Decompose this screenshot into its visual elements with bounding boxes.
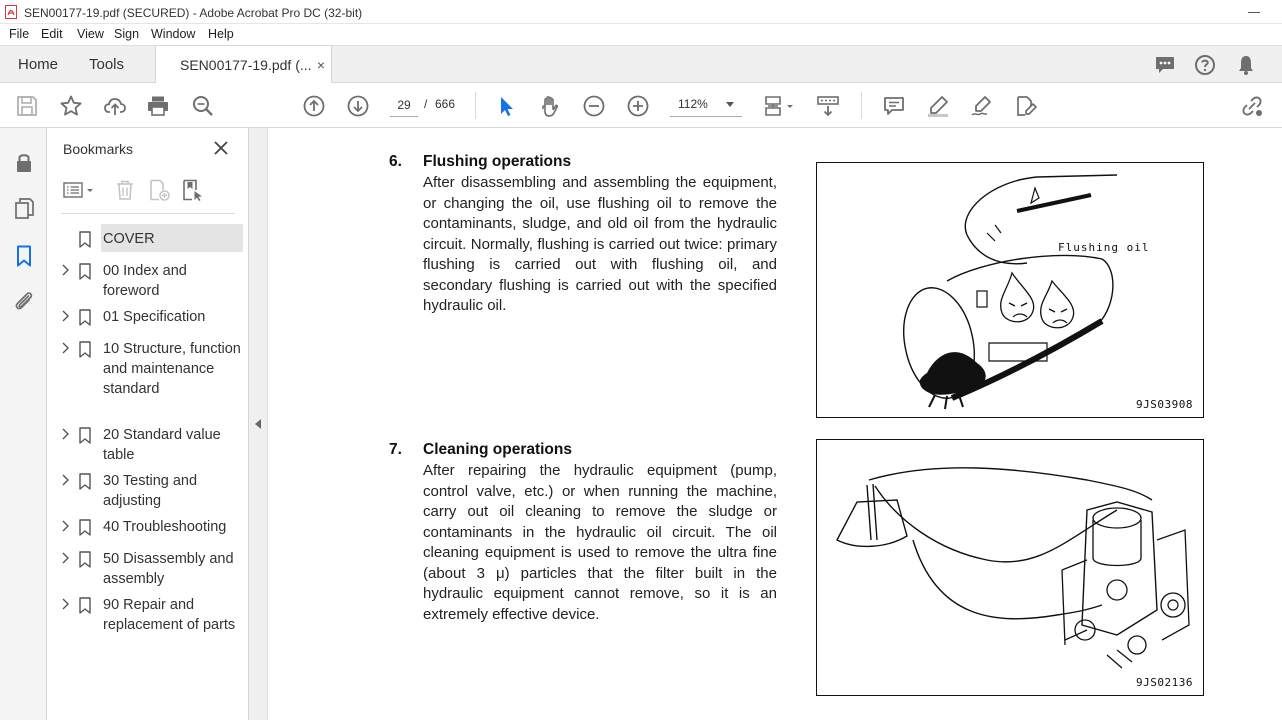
bookmarks-panel-title: Bookmarks bbox=[63, 141, 134, 157]
upload-cloud-icon[interactable] bbox=[103, 94, 127, 118]
menu-view[interactable]: View bbox=[77, 27, 104, 41]
close-tab-icon[interactable]: × bbox=[316, 57, 325, 73]
bookmark-panel-icon[interactable] bbox=[12, 244, 36, 268]
acrobat-logo-icon bbox=[5, 5, 17, 19]
window-title: SEN00177-19.pdf (SECURED) - Adobe Acrobat Pro DC (32-bit) bbox=[24, 6, 363, 20]
new-bookmark-icon[interactable] bbox=[147, 178, 171, 202]
menu-file[interactable]: File bbox=[9, 27, 30, 41]
bookmark-label: 00 Index and foreword bbox=[103, 263, 187, 299]
bookmark-label: 30 Testing and adjusting bbox=[103, 473, 198, 509]
lock-icon[interactable] bbox=[12, 150, 36, 174]
toolbar-divider bbox=[861, 92, 862, 119]
chevron-right-icon[interactable] bbox=[60, 428, 70, 440]
bookmark-label: 40 Troubleshooting bbox=[103, 519, 227, 535]
zoom-in-icon[interactable] bbox=[626, 94, 650, 118]
select-cursor-icon[interactable] bbox=[494, 94, 518, 118]
section-title: Flushing operations bbox=[423, 153, 572, 170]
zoom-level-select[interactable] bbox=[670, 93, 742, 117]
menu-edit[interactable]: Edit bbox=[41, 27, 63, 41]
tab-document[interactable] bbox=[155, 45, 332, 84]
notification-bell-icon[interactable] bbox=[1234, 53, 1258, 77]
next-page-icon[interactable] bbox=[346, 94, 370, 118]
share-link-icon[interactable] bbox=[1240, 94, 1264, 118]
collapse-panel-arrow-icon[interactable] bbox=[255, 419, 261, 429]
add-comment-icon[interactable] bbox=[882, 94, 906, 118]
panel-splitter[interactable] bbox=[249, 128, 268, 720]
tab-tools[interactable]: Tools bbox=[89, 56, 125, 73]
zoom-search-icon[interactable] bbox=[191, 94, 215, 118]
minimize-button[interactable] bbox=[1248, 6, 1260, 18]
title-bar bbox=[0, 0, 1282, 24]
bookmark-icon bbox=[79, 427, 91, 444]
chevron-right-icon[interactable] bbox=[60, 264, 70, 276]
figure-code: 9JS03908 bbox=[1136, 398, 1193, 411]
close-panel-icon[interactable] bbox=[212, 139, 230, 157]
menu-sign[interactable]: Sign bbox=[114, 27, 140, 41]
bookmarks-toolbar bbox=[61, 172, 235, 214]
tab-bar bbox=[0, 45, 1282, 83]
bookmark-label: 50 Disassembly and assembly bbox=[103, 551, 234, 587]
chevron-right-icon[interactable] bbox=[60, 310, 70, 322]
page-fit-icon[interactable] bbox=[762, 94, 796, 118]
page-number-input[interactable] bbox=[390, 93, 418, 117]
help-icon[interactable] bbox=[1193, 53, 1217, 77]
bookmark-icon bbox=[79, 341, 91, 358]
highlight-pen-icon[interactable] bbox=[926, 94, 950, 118]
bookmark-icon bbox=[79, 519, 91, 536]
bookmark-icon bbox=[79, 263, 91, 280]
figure-callout-label: Flushing oil bbox=[1058, 241, 1150, 254]
section-body: After disassembling and assembling the equipment, or changing the oil, use flushing oil to remove the contaminants, sludge, and old oil from the hydraulic circuit. Normally, flushing is carried out twice: primary flushing is carried out with flushing oil, and secondary flushing is carried out with the specified hydraulic oil. bbox=[423, 174, 777, 314]
comment-bubble-icon[interactable] bbox=[1153, 53, 1177, 77]
hand-tool-icon[interactable] bbox=[538, 94, 562, 118]
bookmarks-panel bbox=[47, 128, 249, 720]
chevron-right-icon[interactable] bbox=[60, 552, 70, 564]
flushing-oil-figure bbox=[816, 162, 1204, 418]
bookmark-icon bbox=[79, 231, 91, 248]
flushing-illustration bbox=[817, 163, 1205, 419]
star-icon[interactable] bbox=[59, 94, 83, 118]
page-thumbnails-icon[interactable] bbox=[12, 196, 36, 220]
options-list-icon[interactable] bbox=[63, 178, 97, 202]
print-icon[interactable] bbox=[146, 94, 170, 118]
menu-help[interactable]: Help bbox=[208, 27, 234, 41]
section-title: Cleaning operations bbox=[423, 441, 572, 458]
edit-text-stamp-icon[interactable] bbox=[1014, 94, 1038, 118]
paperclip-attachments-icon[interactable] bbox=[12, 289, 36, 313]
menu-bar bbox=[0, 24, 1282, 45]
document-tab-label: SEN00177-19.pdf (... bbox=[180, 57, 312, 73]
bookmark-label: 90 Repair and replacement of parts bbox=[103, 597, 236, 633]
previous-page-icon[interactable] bbox=[302, 94, 326, 118]
toolbar bbox=[0, 83, 1282, 128]
bookmark-label: COVER bbox=[103, 231, 155, 247]
section-body: After repairing the hydraulic equipment (pump, control valve, etc.) or when running the machine, carry out oil cleaning to remove the sludge or contaminants in the hydraulic oil circuit. The oil cleaning equipment is used to remove the ultra fine (about 3 μ) particles that the filter built in the hydraulic equipment cannot remove, so it is an extremely effective device. bbox=[423, 462, 777, 623]
figure-code: 9JS02136 bbox=[1136, 676, 1193, 689]
zoom-level-value: 112% bbox=[678, 97, 708, 111]
bookmark-label: 10 Structure, function and maintenance standard bbox=[103, 341, 241, 397]
cleaning-equipment-illustration bbox=[817, 440, 1205, 697]
page-total: 666 bbox=[435, 97, 456, 111]
bookmark-label: 20 Standard value table bbox=[103, 427, 221, 463]
bookmark-search-icon[interactable] bbox=[181, 178, 205, 202]
bookmark-icon bbox=[79, 551, 91, 568]
chevron-right-icon[interactable] bbox=[60, 342, 70, 354]
navigation-rail bbox=[0, 128, 47, 720]
draw-sign-icon[interactable] bbox=[970, 94, 994, 118]
bookmark-label: 01 Specification bbox=[103, 309, 206, 325]
save-icon[interactable] bbox=[15, 94, 39, 118]
section-number: 6. bbox=[389, 153, 402, 170]
menu-window[interactable]: Window bbox=[151, 27, 196, 41]
chevron-right-icon[interactable] bbox=[60, 520, 70, 532]
chevron-right-icon[interactable] bbox=[60, 474, 70, 486]
bookmark-icon bbox=[79, 597, 91, 614]
delete-trash-icon[interactable] bbox=[113, 178, 137, 202]
document-page[interactable] bbox=[269, 128, 1282, 720]
section-number: 7. bbox=[389, 441, 402, 458]
chevron-right-icon[interactable] bbox=[60, 598, 70, 610]
toolbar-divider bbox=[475, 92, 476, 119]
chevron-down-icon bbox=[726, 102, 734, 107]
scroll-mode-icon[interactable] bbox=[816, 94, 840, 118]
tab-home[interactable]: Home bbox=[18, 56, 59, 73]
oil-cleaning-figure bbox=[816, 439, 1204, 696]
bookmark-icon bbox=[79, 309, 91, 326]
zoom-out-icon[interactable] bbox=[582, 94, 606, 118]
bookmark-icon bbox=[79, 473, 91, 490]
page-separator: / bbox=[424, 97, 428, 111]
